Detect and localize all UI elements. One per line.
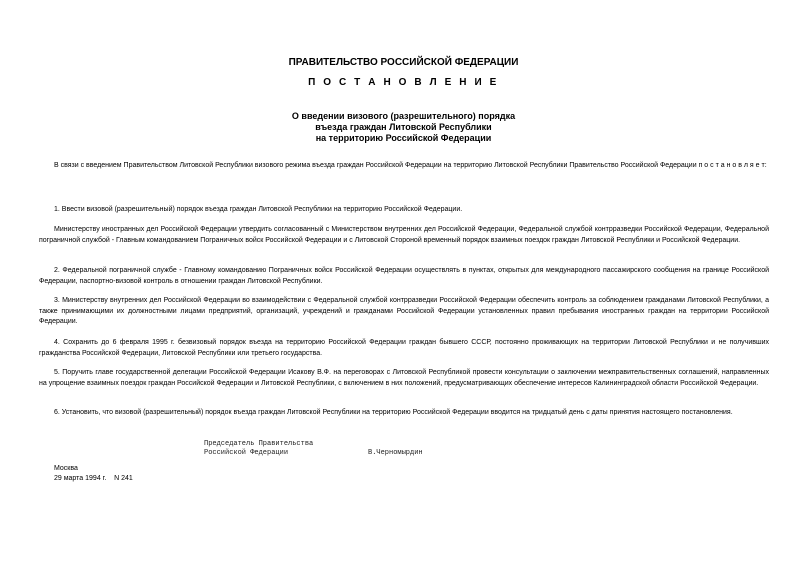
place-of-issue: Москва bbox=[54, 465, 78, 472]
paragraph-2: 2. Федеральной пограничной службе - Главному командованию Пограничных войск Российской Федерации осуществлять в пунктах, открытых для международного пассажирского сообщения на границе Российской Федерации, паспортно-визовой контроль в отношении граждан Литовской Республики. bbox=[39, 267, 769, 285]
paragraph-3: 3. Министерству внутренних дел Российской Федерации во взаимодействии с Федеральной службой контрразведки Российской Федерации обеспечить контроль за соблюдением гражданами Литовской Республики, а также принимающими их должностными лицами предприятий, организаций, учреждений и гражданами Российской Федерации установленных правил пребывания иностранных граждан на территории Российской Федерации. bbox=[39, 297, 769, 326]
paragraph-4: 4. Сохранить до 6 февраля 1995 г. безвизовый порядок въезда на территорию Российской Федерации граждан бывшего СССР, постоянно проживающих на территории Литовской Республики и не получивших гражданства Российской Федерации, Литовской Республики или третьего государства. bbox=[39, 339, 769, 357]
government-heading: ПРАВИТЕЛЬСТВО РОССИЙСКОЙ ФЕДЕРАЦИИ bbox=[288, 57, 519, 68]
date-and-number: 29 марта 1994 г. N 241 bbox=[54, 475, 133, 482]
subject-line-2: въезда граждан Литовской Республики bbox=[315, 122, 492, 132]
subject-line-3: на территорию Российской Федерации bbox=[315, 133, 492, 143]
signatory-title-line-2: Российской Федерации bbox=[204, 449, 289, 457]
document-type-heading: П О С Т А Н О В Л Е Н И Е bbox=[308, 77, 499, 88]
paragraph-1: 1. Ввести визовой (разрешительный) порядок въезда граждан Литовской Республики на территорию Российской Федерации. bbox=[54, 206, 463, 213]
signatory-title-line-1: Председатель Правительства bbox=[204, 440, 314, 448]
signatory-name: В.Черномырдин bbox=[368, 449, 423, 457]
preamble-paragraph: В связи с введением Правительством Литовской Республики визового режима въезда граждан Российской Федерации на территорию Литовской Республики Правительство Российской Федерации п о с т а н о в л я е т: bbox=[54, 162, 767, 169]
paragraph-6: 6. Установить, что визовой (разрешительный) порядок въезда граждан Литовской Республики на территорию Российской Федерации вводится на тридцатый день с даты принятия настоящего постановления. bbox=[54, 409, 733, 416]
paragraph-5: 5. Поручить главе государственной делегации Российской Федерации Исакову В.Ф. на переговорах с Литовской Республикой провести консультации о заключении межправительственных соглашений, направленных на упрощение взаимных поездок граждан Российской Федерации и Литовской Республики, с включением в них положений, предусматривающих обеспечение интересов Калининградской области Российской Федерации. bbox=[39, 369, 769, 387]
paragraph-1-continued: Министерству иностранных дел Российской Федерации утвердить согласованный с Министерством внутренних дел Российской Федерации, Федеральной службой контрразведки Российской Федерации, Федеральной пограничной службой - Главным командованием Пограничных войск Российской Федерации и с Литовской Стороной временный порядок взаимных поездок граждан Литовской Республики и Российской Федерации. bbox=[39, 226, 769, 244]
subject-line-1: О введении визового (разрешительного) порядка bbox=[291, 111, 516, 121]
